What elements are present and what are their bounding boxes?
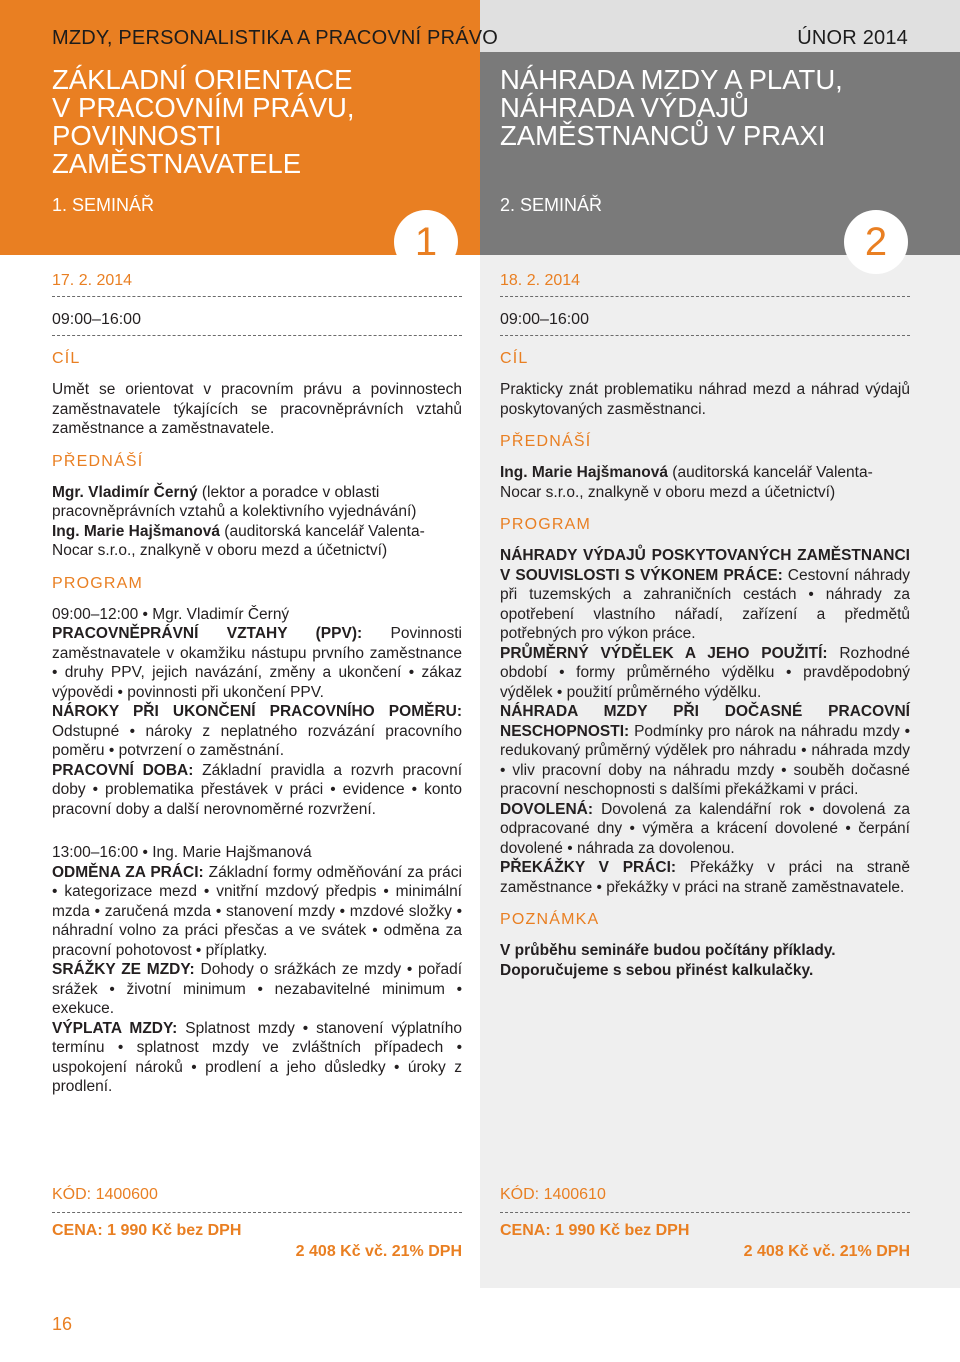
price-without-vat: CENA: 1 990 Kč bez DPH (500, 1222, 690, 1239)
seminar1-details (52, 272, 462, 1097)
program-topic-text: Základní formy odměňování za práci • kategorizace mezd • vnitřní mzdový předpis • minimální mzda • zaručená mzda • stanovení mzdy • mzdové složky • náhradní volno za práci přesčas a ve svátek • odměna za pracovní pohotovost • příplatky. (52, 863, 462, 959)
lecturer-name: Mgr. Vladimír Černý (52, 483, 198, 501)
price-with-vat: 2 408 Kč vč. 21% DPH (743, 1243, 910, 1260)
seminar2-title: NÁHRADA MZDY A PLATU, NÁHRADA VÝDAJŮ ZAMĚSTNANCŮ V PRAXI (500, 64, 843, 151)
header-issue-date: ÚNOR 2014 (797, 27, 908, 49)
program-topic-text: Splatnost mzdy • stanovení výplatního termínu • splatnost mzdy ve zvláštních případech • uspokojení nároků • prodlení a jeho důsledky • úroky z prodlení. (52, 1019, 462, 1095)
seminar2-note-heading: POZNÁMKA (500, 911, 600, 928)
program-topic: PRŮMĚRNÝ VÝDĚLEK A JEHO POUŽITÍ: (500, 644, 828, 662)
seminar2-lecturers-heading: PŘEDNÁŠÍ (500, 433, 592, 450)
program-topic: ODMĚNA ZA PRÁCI: (52, 863, 204, 881)
program-topic: PRACOVNÍ DOBA: (52, 761, 194, 779)
program-topic-text: Základní pravidla a rozvrh pracovní doby • problematika přestávek v práci • evidence • konto pracovní doby a další nerovnoměrné rozvržení. (52, 761, 462, 818)
seminar1-time: 09:00–16:00 (52, 311, 141, 328)
seminar1-program-block2 (52, 843, 462, 1097)
seminar1-goal-text: Umět se orientovat v pracovním právu a povinnostech zaměstnavatele týkajících se pracovněprávních vztahů zaměstnance a zaměstnavatele. (52, 381, 462, 437)
seminar1-program-heading: PROGRAM (52, 574, 144, 592)
seminar2-note-text: V průběhu semináře budou počítány příklady. Doporučujeme s sebou přinést kalkulačky. (500, 942, 836, 979)
seminar1-lecturers-heading: PŘEDNÁŠÍ (52, 452, 144, 470)
program-topic: VÝPLATA MZDY: (52, 1019, 178, 1037)
program-topic: PŘEKÁŽKY V PRÁCI: (500, 859, 677, 876)
seminar2-lecturers (500, 463, 910, 502)
seminar1-price (52, 1222, 462, 1261)
seminar1-date: 17. 2. 2014 (52, 272, 133, 289)
divider (52, 296, 462, 297)
seminar2-code: KÓD: 1400610 (500, 1186, 606, 1203)
divider (500, 296, 910, 297)
lecturer-desc: (lektor a poradce v oblasti pracovněprávních vztahů a kolektivního vyjednávání) (52, 483, 417, 520)
seminar1-lecturers (52, 483, 462, 561)
price-with-vat: 2 408 Kč vč. 21% DPH (295, 1243, 462, 1260)
header-section-title: MZDY, PERSONALISTIKA A PRACOVNÍ PRÁVO (52, 27, 499, 49)
seminar2-number-badge: 2 (844, 210, 908, 274)
program-topic: NÁROKY PŘI UKONČENÍ PRACOVNÍHO POMĚRU: (52, 703, 462, 720)
program-topic-text: Dohody o srážkách ze mzdy • pořadí srážek • životní minimum • nezabavitelné minimum • exekuce. (52, 961, 462, 1017)
seminar1-number-badge: 1 (394, 210, 458, 274)
seminar1-program-block1 (52, 605, 462, 820)
program-topic: DOVOLENÁ: (500, 800, 593, 818)
program-topic-text: Překážky v práci na straně zaměstnance • překážky v práci na straně zaměstnavatele. (500, 859, 910, 896)
seminar1-title: ZÁKLADNÍ ORIENTACE V PRACOVNÍM PRÁVU, POVINNOSTI ZAMĚSTNAVATELE (52, 64, 355, 179)
program-topic-text: Cestovní náhrady při tuzemských a zahraničních cestách • náhrady za opotřebení vlastního nářadí, zařízení a předmětů potřebných pro výkon práce. (500, 566, 910, 642)
seminar2-subtitle: 2. SEMINÁŘ (500, 195, 603, 215)
program-topic: PRACOVNĚPRÁVNÍ VZTAHY (PPV): (52, 625, 363, 642)
program-block-time: 13:00–16:00 • Ing. Marie Hajšmanová (52, 844, 312, 861)
divider (500, 1212, 910, 1213)
price-without-vat: CENA: 1 990 Kč bez DPH (52, 1222, 242, 1239)
divider (52, 1212, 462, 1213)
program-topic: NÁHRADA MZDY PŘI DOČASNÉ PRACOVNÍ NESCHOPNOSTI: (500, 703, 910, 740)
seminar2-time: 09:00–16:00 (500, 311, 589, 328)
program-topic: NÁHRADY VÝDAJŮ POSKYTOVANÝCH ZAMĚSTNANCI V SOUVISLOSTI S VÝKONEM PRÁCE: (500, 547, 910, 584)
seminar2-program-heading: PROGRAM (500, 516, 592, 533)
program-topic: SRÁŽKY ZE MZDY: (52, 961, 195, 978)
program-block-time: 09:00–12:00 • Mgr. Vladimír Černý (52, 605, 290, 623)
seminar1-goal-heading: CÍL (52, 350, 81, 367)
page-number: 16 (52, 1314, 73, 1334)
seminar2-details (500, 272, 910, 980)
seminar2-date: 18. 2. 2014 (500, 272, 581, 289)
divider (500, 335, 910, 336)
program-topic-text: Odstupné • nároky z neplatného rozvázání pracovního poměru • potvrzení o zaměstnání. (52, 722, 462, 759)
lecturer-name: Ing. Marie Hajšmanová (500, 464, 668, 481)
seminar1-code: KÓD: 1400600 (52, 1186, 158, 1203)
seminar2-goal-heading: CÍL (500, 350, 529, 367)
seminar2-program (500, 546, 910, 897)
footer (0, 1288, 960, 1362)
divider (52, 335, 462, 336)
lecturer-desc: (auditorská kancelář Valenta-Nocar s.r.o., znalkyně v oboru mezd a účetnictví) (52, 522, 425, 559)
program-topic-text: Povinnosti zaměstnavatele v okamžiku nástupu prvního zaměstnance • druhy PPV, jejich navázání, změny a ukončení • zákaz výpovědi • povinnosti při ukončení PPV. (52, 625, 463, 701)
seminar2-goal-text: Prakticky znát problematiku náhrad mezd a náhrad výdajů poskytovaných zasměstnanci. (500, 381, 910, 418)
lecturer-name: Ing. Marie Hajšmanová (52, 522, 220, 540)
program-topic-text: Rozhodné období • formy průměrného výdělku • pravděpodobný výdělek • použití průměrného výdělku. (500, 644, 911, 701)
seminar1-subtitle: 1. SEMINÁŘ (52, 195, 155, 215)
lecturer-desc: (auditorská kancelář Valenta-Nocar s.r.o., znalkyně v oboru mezd a účetnictví) (500, 464, 873, 501)
seminar2-price (500, 1222, 910, 1261)
program-topic-text: Podmínky pro nárok na náhradu mzdy • redukovaný průměrný výdělek pro náhradu • náhrada mzdy • vliv pracovní doby na náhradu mzdy • souběh dočasné pracovní neschopnosti s dalšími překážkami v práci. (500, 722, 910, 798)
program-topic-text: Dovolená za kalendářní rok • dovolená za odpracované dny • výměra a krácení dovolené • čerpání dovolené • náhrada za dovolenou. (500, 800, 910, 857)
